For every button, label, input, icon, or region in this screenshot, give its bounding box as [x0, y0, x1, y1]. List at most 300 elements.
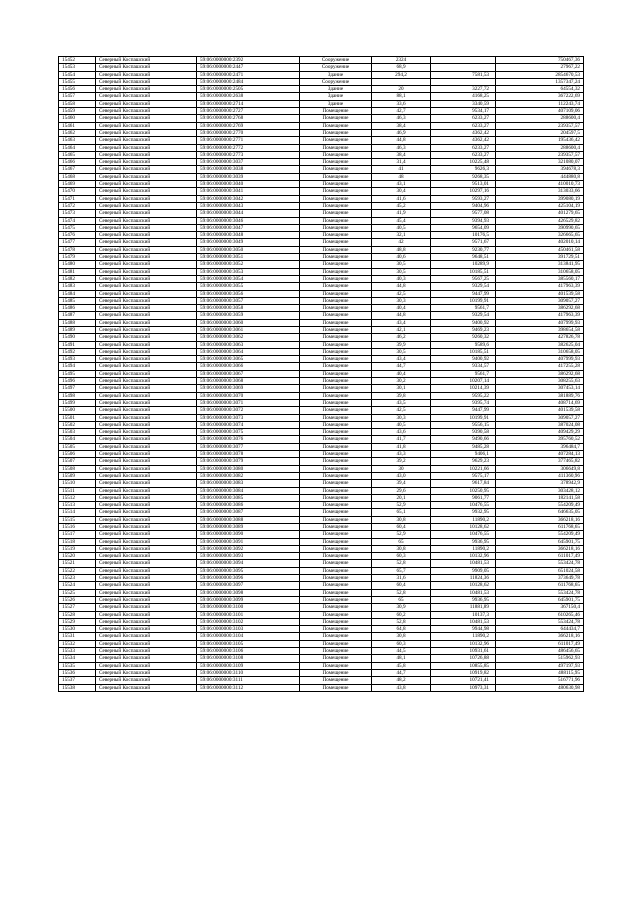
table-row: [59, 283, 584, 290]
unit-rate-cell: 9561,7: [431, 370, 496, 377]
cadastral-number-cell: 59:06:0000000:3063: [197, 341, 300, 348]
area-cell: 40,4: [372, 370, 431, 377]
territory-cell: Северный Коспашский: [96, 436, 197, 443]
table-row: [59, 655, 584, 662]
territory-cell: Северный Коспашский: [96, 407, 197, 414]
object-type-cell: Помещение: [300, 224, 372, 231]
area-cell: 60,2: [372, 611, 431, 618]
unit-rate-cell: 4362,42: [431, 137, 496, 144]
territory-cell: Северный Коспашский: [96, 553, 197, 560]
territory-cell: Северный Коспашский: [96, 596, 197, 603]
table-row: [59, 545, 584, 552]
cadastral-value-cell: 367222,69: [496, 93, 584, 100]
cadastral-value-cell: 401539,58: [496, 407, 584, 414]
cadastral-value-cell: 426529,82: [496, 217, 584, 224]
table-row: [59, 224, 584, 231]
territory-cell: Северный Коспашский: [96, 341, 197, 348]
cadastral-number-cell: 59:06:0000000:3077: [197, 443, 300, 450]
unit-rate-cell: 9571,67: [431, 239, 496, 246]
unit-rate-cell: 9932,95: [431, 509, 496, 516]
cadastral-value-cell: 554209,49: [496, 531, 584, 538]
area-cell: 43,1: [372, 181, 431, 188]
cadastral-number-cell: 59:06:0000000:3085: [197, 494, 300, 501]
area-cell: 60,4: [372, 524, 431, 531]
cadastral-value-cell: 644434,7: [496, 626, 584, 633]
cadastral-number-cell: 59:06:0000000:3055: [197, 283, 300, 290]
cadastral-value-cell: 303428,12: [496, 487, 584, 494]
cadastral-value-cell: 553424,78: [496, 618, 584, 625]
cadastral-number-cell: 59:06:0000000:2392: [197, 57, 300, 64]
row-number-cell: 15516: [59, 524, 96, 531]
row-number-cell: 15458: [59, 100, 96, 107]
row-number-cell: 15461: [59, 122, 96, 129]
area-cell: 29,6: [372, 487, 431, 494]
area-cell: 44,8: [372, 283, 431, 290]
object-type-cell: Помещение: [300, 348, 372, 355]
row-number-cell: 15506: [59, 451, 96, 458]
unit-rate-cell: [431, 57, 496, 64]
cadastral-number-cell: 59:06:0000000:3089: [197, 524, 300, 531]
cadastral-value-cell: 182141,58: [496, 494, 584, 501]
object-type-cell: Помещение: [300, 436, 372, 443]
cadastral-number-cell: 59:06:0000000:3064: [197, 348, 300, 355]
table-row: [59, 414, 584, 421]
cadastral-number-cell: 59:06:0000000:2772: [197, 144, 300, 151]
territory-cell: Северный Коспашский: [96, 254, 197, 261]
territory-cell: Северный Коспашский: [96, 487, 197, 494]
territory-cell: Северный Коспашский: [96, 290, 197, 297]
territory-cell: Северный Коспашский: [96, 232, 197, 239]
row-number-cell: 15494: [59, 363, 96, 370]
row-number-cell: 15489: [59, 326, 96, 333]
row-number-cell: 15503: [59, 429, 96, 436]
area-cell: 41,8: [372, 443, 431, 450]
table-row: [59, 531, 584, 538]
cadastral-value-cell: 401539,58: [496, 290, 584, 297]
area-cell: 30: [372, 465, 431, 472]
row-number-cell: 15474: [59, 217, 96, 224]
territory-cell: Северный Коспашский: [96, 348, 197, 355]
cadastral-value-cell: 321080,07: [496, 159, 584, 166]
row-number-cell: 15493: [59, 356, 96, 363]
unit-rate-cell: 9936,95: [431, 596, 496, 603]
area-cell: 30,2: [372, 378, 431, 385]
area-cell: 43,0: [372, 472, 431, 479]
cadastral-value-cell: 373649,78: [496, 575, 584, 582]
cadastral-value-cell: 112243,74: [496, 100, 584, 107]
object-type-cell: Помещение: [300, 421, 372, 428]
row-number-cell: 15463: [59, 137, 96, 144]
row-number-cell: 15501: [59, 414, 96, 421]
cadastral-value-cell: 390990,65: [496, 224, 584, 231]
cadastral-value-cell: 417963,39: [496, 312, 584, 319]
row-number-cell: 15456: [59, 86, 96, 93]
object-type-cell: Помещение: [300, 494, 372, 501]
row-number-cell: 15529: [59, 618, 96, 625]
row-number-cell: 15467: [59, 166, 96, 173]
row-number-cell: 15464: [59, 144, 96, 151]
cadastral-value-cell: 288600,4: [496, 144, 584, 151]
object-type-cell: Здание: [300, 71, 372, 78]
cadastral-number-cell: 59:06:0000000:2773: [197, 151, 300, 158]
row-number-cell: 15515: [59, 516, 96, 523]
cadastral-number-cell: 59:06:0000000:3061: [197, 326, 300, 333]
territory-cell: Северный Коспашский: [96, 662, 197, 669]
cadastral-value-cell: 395760,52: [496, 436, 584, 443]
cadastral-value-cell: 553424,78: [496, 560, 584, 567]
cadastral-number-cell: 59:06:0000000:3090: [197, 531, 300, 538]
object-type-cell: Помещение: [300, 378, 372, 385]
cadastral-value-cell: 480630,98: [496, 684, 584, 691]
unit-rate-cell: 9469,23: [431, 326, 496, 333]
object-type-cell: Помещение: [300, 640, 372, 647]
cadastral-value-cell: 407284,13: [496, 451, 584, 458]
cadastral-value-cell: 387024,08: [496, 421, 584, 428]
territory-cell: Северный Коспашский: [96, 356, 197, 363]
unit-rate-cell: 3227,72: [431, 86, 496, 93]
unit-rate-cell: 10199,91: [431, 297, 496, 304]
object-type-cell: Помещение: [300, 443, 372, 450]
area-cell: 64,8: [372, 626, 431, 633]
row-number-cell: 15507: [59, 458, 96, 465]
row-number-cell: 15523: [59, 575, 96, 582]
row-number-cell: 15455: [59, 78, 96, 85]
cadastral-number-cell: 59:06:0000000:2770: [197, 129, 300, 136]
table-row: [59, 596, 584, 603]
table-row: [59, 188, 584, 195]
unit-rate-cell: 10225,48: [431, 159, 496, 166]
table-row: [59, 166, 584, 173]
unit-rate-cell: 9490,66: [431, 436, 496, 443]
unit-rate-cell: 9593,27: [431, 195, 496, 202]
cadastral-number-cell: 59:06:0000000:3060: [197, 319, 300, 326]
cadastral-value-cell: 326665,65: [496, 232, 584, 239]
table-row: [59, 341, 584, 348]
cadastral-value-cell: 750467,36: [496, 57, 584, 64]
territory-cell: Северный Коспашский: [96, 531, 197, 538]
unit-rate-cell: 10481,53: [431, 589, 496, 596]
cadastral-value-cell: 27967,22: [496, 64, 584, 71]
cadastral-value-cell: 444880,8: [496, 173, 584, 180]
table-row: [59, 677, 584, 684]
unit-rate-cell: 9395,74: [431, 399, 496, 406]
cadastral-number-cell: 59:06:0000000:3053: [197, 268, 300, 275]
cadastral-number-cell: 59:06:0000000:3037: [197, 159, 300, 166]
unit-rate-cell: 10289,9: [431, 261, 496, 268]
territory-cell: Северный Коспашский: [96, 509, 197, 516]
unit-rate-cell: 9400,92: [431, 356, 496, 363]
table-row: [59, 305, 584, 312]
object-type-cell: Помещение: [300, 392, 372, 399]
row-number-cell: 15468: [59, 173, 96, 180]
unit-rate-cell: 9595,22: [431, 392, 496, 399]
cadastral-value-cell: 309057,27: [496, 414, 584, 421]
cadastral-number-cell: 59:06:0000000:3091: [197, 538, 300, 545]
unit-rate-cell: 9485,28: [431, 443, 496, 450]
territory-cell: Северный Коспашский: [96, 640, 197, 647]
territory-cell: Северный Коспашский: [96, 451, 197, 458]
table-row: [59, 392, 584, 399]
territory-cell: Северный Коспашский: [96, 392, 197, 399]
row-number-cell: 15497: [59, 385, 96, 392]
row-number-cell: 15522: [59, 567, 96, 574]
cadastral-number-cell: 59:06:0000000:3092: [197, 545, 300, 552]
cadastral-number-cell: 59:06:0000000:3110: [197, 669, 300, 676]
cadastral-number-cell: 59:06:0000000:3095: [197, 567, 300, 574]
cadastral-number-cell: 59:06:0000000:3041: [197, 188, 300, 195]
area-cell: 39,4: [372, 480, 431, 487]
unit-rate-cell: 9329,54: [431, 312, 496, 319]
row-number-cell: 15484: [59, 290, 96, 297]
table-row: [59, 108, 584, 115]
object-type-cell: Сооружение: [300, 64, 372, 71]
area-cell: 65,1: [372, 509, 431, 516]
object-type-cell: Помещение: [300, 122, 372, 129]
row-number-cell: 15492: [59, 348, 96, 355]
territory-cell: Северный Коспашский: [96, 108, 197, 115]
area-cell: 52,9: [372, 502, 431, 509]
area-cell: 40,3: [372, 275, 431, 282]
cadastral-value-cell: 366218,16: [496, 545, 584, 552]
area-cell: 65: [372, 596, 431, 603]
cadastral-number-cell: 59:06:0000000:3079: [197, 458, 300, 465]
cadastral-number-cell: 59:06:0000000:3099: [197, 596, 300, 603]
row-number-cell: 15533: [59, 648, 96, 655]
cadastral-number-cell: 59:06:0000000:3080: [197, 465, 300, 472]
object-type-cell: Помещение: [300, 246, 372, 253]
row-number-cell: 15498: [59, 392, 96, 399]
table-row: [59, 64, 584, 71]
area-cell: 68,9: [372, 64, 431, 71]
object-type-cell: Помещение: [300, 356, 372, 363]
cadastral-number-cell: 59:06:0000000:3046: [197, 217, 300, 224]
cadastral-number-cell: 59:06:0000000:3088: [197, 516, 300, 523]
unit-rate-cell: 10185,51: [431, 348, 496, 355]
table-row: [59, 151, 584, 158]
territory-cell: Северный Коспашский: [96, 334, 197, 341]
cadastral-number-cell: 59:06:0000000:3059: [197, 312, 300, 319]
cadastral-value-cell: 313033,66: [496, 188, 584, 195]
territory-cell: Северный Коспашский: [96, 166, 197, 173]
territory-cell: Северный Коспашский: [96, 173, 197, 180]
area-cell: 45,2: [372, 202, 431, 209]
row-number-cell: 15504: [59, 436, 96, 443]
cadastral-value-cell: 307453,14: [496, 385, 584, 392]
table-row: [59, 254, 584, 261]
cadastral-number-cell: 59:06:0000000:3049: [197, 239, 300, 246]
cadastral-number-cell: 59:06:0000000:3100: [197, 604, 300, 611]
area-cell: 45,4: [372, 217, 431, 224]
row-number-cell: 15532: [59, 640, 96, 647]
area-cell: 41,7: [372, 436, 431, 443]
object-type-cell: Помещение: [300, 261, 372, 268]
object-type-cell: Помещение: [300, 480, 372, 487]
cadastral-number-cell: 59:06:0000000:3038: [197, 166, 300, 173]
unit-rate-cell: 10137,3: [431, 611, 496, 618]
table-row: [59, 648, 584, 655]
object-type-cell: Помещение: [300, 181, 372, 188]
table-row: [59, 684, 584, 691]
unit-rate-cell: 11890,2: [431, 545, 496, 552]
cadastral-number-cell: 59:06:0000000:3048: [197, 232, 300, 239]
territory-cell: Северный Коспашский: [96, 210, 197, 217]
cadastral-value-cell: 2854670,53: [496, 71, 584, 78]
row-number-cell: 15481: [59, 268, 96, 275]
row-number-cell: 15510: [59, 480, 96, 487]
cadastral-value-cell: 409429,29: [496, 429, 584, 436]
territory-cell: Северный Коспашский: [96, 312, 197, 319]
cadastral-value-cell: 554209,49: [496, 502, 584, 509]
cadastral-value-cell: 382625,04: [496, 341, 584, 348]
unit-rate-cell: 10176,5: [431, 232, 496, 239]
territory-cell: Северный Коспашский: [96, 399, 197, 406]
row-number-cell: 15469: [59, 181, 96, 188]
cadastral-number-cell: 59:06:0000000:3051: [197, 254, 300, 261]
cadastral-number-cell: 59:06:0000000:3087: [197, 509, 300, 516]
area-cell: 41,9: [372, 210, 431, 217]
row-number-cell: 15485: [59, 297, 96, 304]
area-cell: 46,9: [372, 129, 431, 136]
unit-rate-cell: 10132,96: [431, 640, 496, 647]
area-cell: 40,5: [372, 224, 431, 231]
territory-cell: Северный Коспашский: [96, 465, 197, 472]
cadastral-number-cell: 59:06:0000000:3073: [197, 414, 300, 421]
cadastral-number-cell: 59:06:0000000:3103: [197, 626, 300, 633]
area-cell: 38,4: [372, 151, 431, 158]
area-cell: 42: [372, 239, 431, 246]
area-cell: 60,3: [372, 640, 431, 647]
cadastral-number-cell: 59:06:0000000:2447: [197, 64, 300, 71]
unit-rate-cell: 10185,51: [431, 268, 496, 275]
table-row: [59, 181, 584, 188]
row-number-cell: 15538: [59, 684, 96, 691]
table-row: [59, 451, 584, 458]
cadastral-value-cell: 401279,65: [496, 210, 584, 217]
territory-cell: Северный Коспашский: [96, 239, 197, 246]
table-row: [59, 458, 584, 465]
object-type-cell: Помещение: [300, 575, 372, 582]
cadastral-number-cell: 59:06:0000000:2714: [197, 100, 300, 107]
cadastral-number-cell: 59:06:0000000:2769: [197, 122, 300, 129]
object-type-cell: Помещение: [300, 195, 372, 202]
territory-cell: Северный Коспашский: [96, 429, 197, 436]
table-row: [59, 275, 584, 282]
object-type-cell: Помещение: [300, 210, 372, 217]
cadastral-value-cell: 381889,76: [496, 392, 584, 399]
row-number-cell: 15500: [59, 407, 96, 414]
cadastral-value-cell: 486456,65: [496, 648, 584, 655]
territory-cell: Северный Коспашский: [96, 268, 197, 275]
cadastral-value-cell: 610265,46: [496, 611, 584, 618]
object-type-cell: Помещение: [300, 567, 372, 574]
table-row: [59, 436, 584, 443]
object-type-cell: Помещение: [300, 538, 372, 545]
row-number-cell: 15462: [59, 129, 96, 136]
cadastral-value-cell: 408714,69: [496, 399, 584, 406]
table-row: [59, 509, 584, 516]
object-type-cell: Помещение: [300, 684, 372, 691]
table-row: [59, 669, 584, 676]
unit-rate-cell: 6233,27: [431, 151, 496, 158]
area-cell: 20: [372, 86, 431, 93]
unit-rate-cell: 6233,27: [431, 115, 496, 122]
territory-cell: Северный Коспашский: [96, 195, 197, 202]
cadastral-value-cell: 411360,96: [496, 472, 584, 479]
object-type-cell: Помещение: [300, 312, 372, 319]
cadastral-number-cell: 59:06:0000000:3108: [197, 655, 300, 662]
object-type-cell: Помещение: [300, 589, 372, 596]
row-number-cell: 15471: [59, 195, 96, 202]
object-type-cell: Помещение: [300, 669, 372, 676]
cadastral-number-cell: 59:06:0000000:3072: [197, 407, 300, 414]
area-cell: 30,9: [372, 604, 431, 611]
object-type-cell: Помещение: [300, 363, 372, 370]
unit-rate-cell: 9334,57: [431, 363, 496, 370]
object-type-cell: Помещение: [300, 254, 372, 261]
area-cell: 52,8: [372, 560, 431, 567]
cadastral-number-cell: 59:06:0000000:3084: [197, 487, 300, 494]
row-number-cell: 15525: [59, 589, 96, 596]
area-cell: 43,8: [372, 684, 431, 691]
object-type-cell: Помещение: [300, 487, 372, 494]
unit-rate-cell: 10476,55: [431, 502, 496, 509]
unit-rate-cell: 11890,2: [431, 516, 496, 523]
area-cell: 43,3: [372, 451, 431, 458]
unit-rate-cell: 9268,35: [431, 173, 496, 180]
unit-rate-cell: [431, 64, 496, 71]
unit-rate-cell: 9589,6: [431, 341, 496, 348]
area-cell: 52,8: [372, 589, 431, 596]
cadastral-value-cell: 646635,05: [496, 509, 584, 516]
cadastral-value-cell: 386292,68: [496, 370, 584, 377]
row-number-cell: 15508: [59, 465, 96, 472]
cadastral-number-cell: 59:06:0000000:3076: [197, 436, 300, 443]
object-type-cell: Помещение: [300, 582, 372, 589]
area-cell: 42,7: [372, 108, 431, 115]
table-row: [59, 487, 584, 494]
cadastral-number-cell: 59:06:0000000:3093: [197, 553, 300, 560]
row-number-cell: 15453: [59, 64, 96, 71]
territory-cell: Северный Коспашский: [96, 385, 197, 392]
area-cell: 41,6: [372, 195, 431, 202]
cadastral-value-cell: 402010,14: [496, 239, 584, 246]
table-row: [59, 494, 584, 501]
table-row: [59, 334, 584, 341]
territory-cell: Северный Коспашский: [96, 297, 197, 304]
object-type-cell: Помещение: [300, 633, 372, 640]
cadastral-number-cell: 59:06:0000000:3054: [197, 275, 300, 282]
table-row: [59, 297, 584, 304]
cadastral-number-cell: 59:06:0000000:2638: [197, 93, 300, 100]
area-cell: 30,1: [372, 385, 431, 392]
object-type-cell: Помещение: [300, 239, 372, 246]
unit-rate-cell: 10221,66: [431, 465, 496, 472]
object-type-cell: Помещение: [300, 472, 372, 479]
row-number-cell: 15459: [59, 108, 96, 115]
cadastral-number-cell: 59:06:0000000:3078: [197, 451, 300, 458]
object-type-cell: Помещение: [300, 429, 372, 436]
area-cell: 31,4: [372, 159, 431, 166]
territory-cell: Северный Коспашский: [96, 502, 197, 509]
cadastral-value-cell: 417963,39: [496, 283, 584, 290]
territory-cell: Северный Коспашский: [96, 494, 197, 501]
area-cell: 45,8: [372, 662, 431, 669]
territory-cell: Северный Коспашский: [96, 151, 197, 158]
object-type-cell: Помещение: [300, 108, 372, 115]
area-cell: 41: [372, 166, 431, 173]
unit-rate-cell: 9406,1: [431, 451, 496, 458]
territory-cell: Северный Коспашский: [96, 633, 197, 640]
